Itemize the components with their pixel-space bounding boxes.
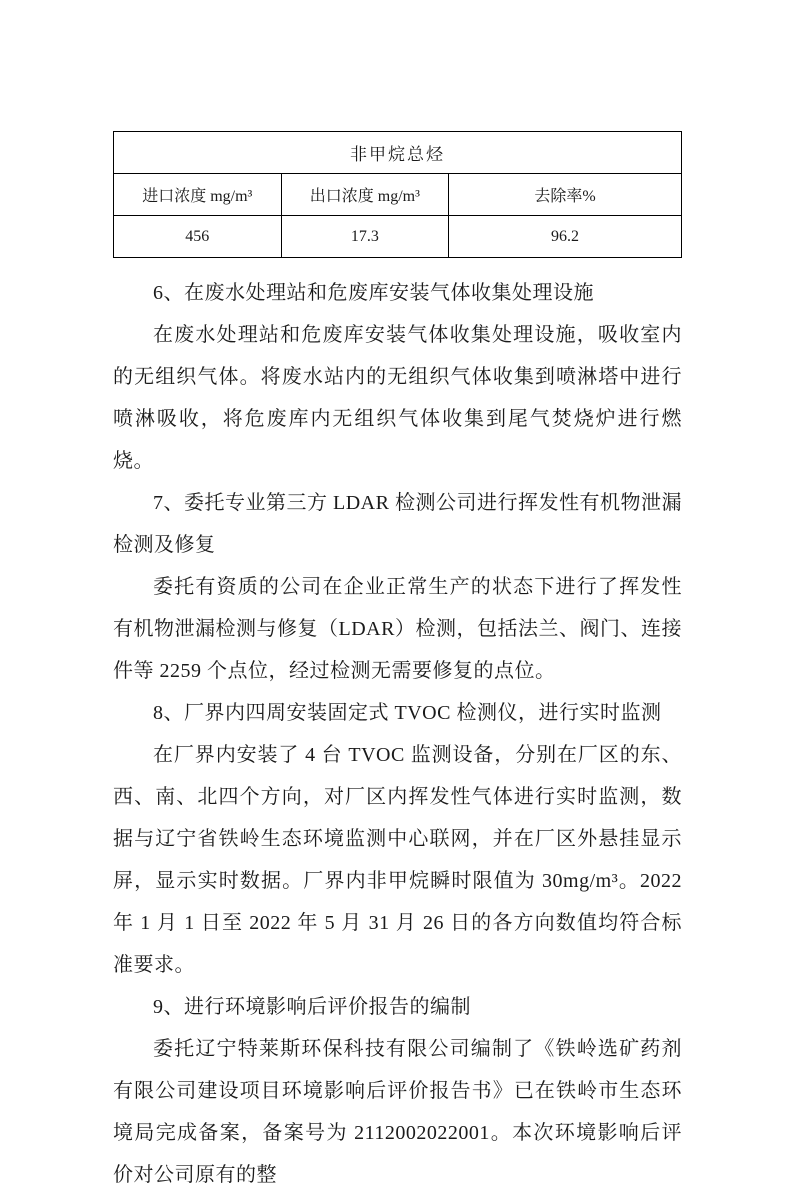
section-6 (113, 272, 682, 482)
table-header-inlet-concentration: 进口浓度 mg/m³ (114, 174, 282, 216)
section-9 (113, 986, 682, 1196)
table-value-inlet-concentration: 456 (114, 216, 282, 258)
section-7 (113, 482, 682, 692)
table-title-row (114, 132, 682, 174)
table-value-outlet-concentration: 17.3 (281, 216, 449, 258)
nmhc-emissions-table (113, 131, 682, 258)
section-6-paragraph: 在废水处理站和危废库安装气体收集处理设施，吸收室内的无组织气体。将废水站内的无组织气体收集到喷淋塔中进行喷淋吸收，将危废库内无组织气体收集到尾气焚烧炉进行燃烧。 (113, 324, 682, 472)
table-value-removal-rate: 96.2 (449, 216, 682, 258)
section-9-heading: 9、进行环境影响后评价报告的编制 (153, 996, 471, 1018)
section-7-paragraph: 委托有资质的公司在企业正常生产的状态下进行了挥发性有机物泄漏检测与修复（LDAR）检测，包括法兰、阀门、连接件等 2259 个点位，经过检测无需要修复的点位。 (113, 576, 682, 682)
section-7-heading: 7、委托专业第三方 LDAR 检测公司进行挥发性有机物泄漏检测及修复 (113, 492, 682, 556)
table-value-row (114, 216, 682, 258)
table-header-removal-rate: 去除率% (449, 174, 682, 216)
table-title: 非甲烷总烃 (114, 132, 682, 174)
table-header-row (114, 174, 682, 216)
section-8-paragraph: 在厂界内安装了 4 台 TVOC 监测设备，分别在厂区的东、西、南、北四个方向，对厂区内挥发性气体进行实时监测，数据与辽宁省铁岭生态环境监测中心联网，并在厂区外悬挂显示屏，显示实时数据。厂界内非甲烷瞬时限值为 30mg/m³。2022 年 1 月 1 日至 2022 年 5 月 31 月 26 日的各方向数值均符合标准要求。 (113, 744, 682, 976)
section-8 (113, 692, 682, 986)
document-body (113, 272, 682, 1196)
table-header-outlet-concentration: 出口浓度 mg/m³ (281, 174, 449, 216)
section-6-heading: 6、在废水处理站和危废库安装气体收集处理设施 (153, 282, 594, 304)
section-9-paragraph: 委托辽宁特莱斯环保科技有限公司编制了《铁岭选矿药剂有限公司建设项目环境影响后评价报告书》已在铁岭市生态环境局完成备案，备案号为 2112002022001。本次环境影响后评价对公司原有的整 (113, 1038, 682, 1186)
section-8-heading: 8、厂界内四周安装固定式 TVOC 检测仪，进行实时监测 (153, 702, 662, 724)
